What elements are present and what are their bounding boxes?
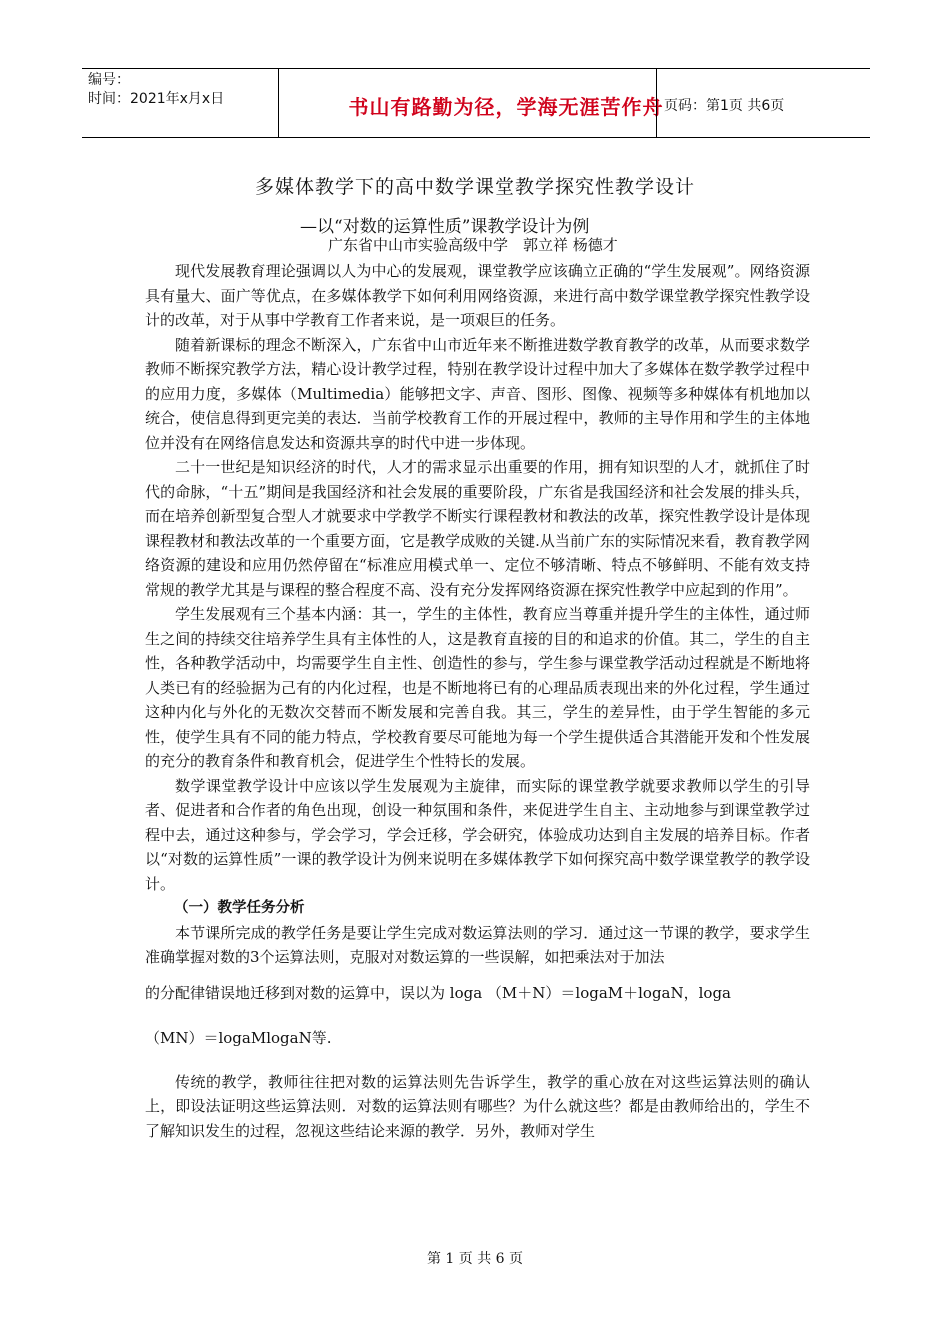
section-heading: （一）教学任务分析 xyxy=(174,900,305,916)
header-motto: 书山有路勤为径，学海无涯苦作舟 xyxy=(348,95,664,119)
header-page-info: 页码：第1页 共6页 xyxy=(664,98,785,114)
formula-line: 的分配律错误地迁移到对数的运算中，误以为 loga （M＋N）＝logaM＋logaN，loga xyxy=(145,983,731,1002)
document-title: 多媒体教学下的高中数学课堂教学探究性教学设计 xyxy=(254,176,695,198)
formula-line: （MN）＝logaMlogaN等. xyxy=(145,1028,332,1047)
paragraph: 本节课所完成的教学任务是要让学生完成对数运算法则的学习．通过这一节课的教学，要求学生准确掌握对数的3个运算法则，克服对对数运算的一些误解，如把乘法对于加法 xyxy=(145,923,810,966)
paragraph: 数学课堂教学设计中应该以学生发展观为主旋律，而实际的课堂教学就要求教师以学生的引导者、促进者和合作者的角色出现，创设一种氛围和条件，来促进学生自主、主动地参与到课堂教学过程中去，通过这种参与，学会学习，学会迁移，学会研究，体验成功达到自主发展的培养目标。作者以“对数的运算性质”一课的教学设计为例来说明在多媒体教学下如何探究高中数学课堂教学的教学设计。 xyxy=(145,776,810,893)
document-subtitle: —以“对数的运算性质”课教学设计为例 xyxy=(300,217,590,237)
paragraph: 随着新课标的理念不断深入，广东省中山市近年来不断推进数学教育教学的改革，从而要求数学教师不断探究教学方法，精心设计教学过程，特别在教学设计过程中加大了多媒体在数学教学过程中的应用力度，多媒体（Multimedia）能够把文字、声音、图形、图像、视频等多种媒体有机地加以统合，使信息得到更完美的表达．当前学校教育工作的开展过程中，教师的主导作用和学生的主体地位并没有在网络信息发达和资源共享的时代中进一步体现。 xyxy=(145,335,810,452)
paragraph: 二十一世纪是知识经济的时代，人才的需求显示出重要的作用，拥有知识型的人才，就抓住了时代的命脉，“十五”期间是我国经济和社会发展的重要阶段，广东省是我国经济和社会发展的排头兵，而在培养创新型复合型人才就要求中学教学不断实行课程教材和教法的改革，探究性教学设计是体现课程教材和教法改革的一个重要方面，它是教学成败的关键.从当前广东的实际情况来看，教育教学网络资源的建设和应用仍然停留在“标准应用模式单一、定位不够清晰、特点不够鲜明、不能有效支持常规的教学尤其是与课程的整合程度不高、没有充分发挥网络资源在探究性教学中应起到的作用”。 xyxy=(145,458,810,599)
paragraph: 传统的教学，教师往往把对数的运算法则先告诉学生，教学的重心放在对这些运算法则的确认上，即设法证明这些运算法则．对数的运算法则有哪些？为什么就这些？都是由教师给出的，学生不了解知识发生的过程，忽视这些结论来源的教学．另外，教师对学生 xyxy=(145,1072,810,1140)
paragraph: 学生发展观有三个基本内涵：其一，学生的主体性，教育应当尊重并提升学生的主体性，通过师生之间的持续交往培养学生具有主体性的人，这是教育直接的目的和追求的价值。其二，学生的自主性，各种教学活动中，均需要学生自主性、创造性的参与，学生参与课堂教学活动过程就是不断地将人类已有的经验据为己有的内化过程，也是不断地将已有的心理品质表现出来的外化过程，学生通过这种内化与外化的无数次交替而不断发展和完善自我。其三，学生的差异性，由于学生智能的多元性，使学生具有不同的能力特点，学校教育要尽可能地为每一个学生提供适合其潜能开发和个性发展的充分的教育条件和教育机会，促进学生个性特长的发展。 xyxy=(145,605,810,770)
header-meta xyxy=(88,71,224,109)
author-line: 广东省中山市实验高级中学 郭立祥 杨德才 xyxy=(328,236,618,254)
article-body xyxy=(145,259,810,1143)
date-label: 时间：2021年x月x日 xyxy=(88,91,225,107)
header-divider-right xyxy=(656,69,657,137)
paragraph: 现代发展教育理论强调以人为中心的发展观，课堂教学应该确立正确的“学生发展观”。网络资源具有量大、面广等优点，在多媒体教学下如何利用网络资源，来进行高中数学课堂教学探究性教学设计的改革，对于从事中学教育工作者来说，是一项艰巨的任务。 xyxy=(145,262,810,329)
page-header xyxy=(82,68,870,138)
page-footer: 第 1 页 共 6 页 xyxy=(426,1251,524,1267)
code-label: 编号： xyxy=(88,72,130,88)
